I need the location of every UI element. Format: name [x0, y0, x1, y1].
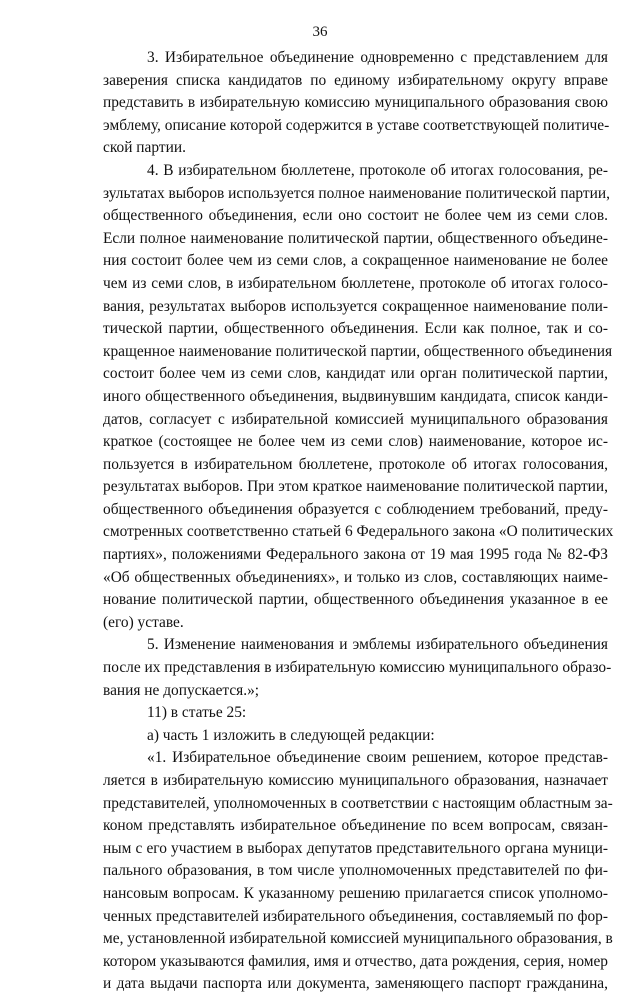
text-line: заверения списка кандидатов по единому избирательному округу вправе [103, 71, 608, 89]
text-line: представителей, уполномоченных в соответствии с настоящим областным за- [103, 794, 613, 812]
text-line: нансовым вопросам. К указанному решению прилагается список уполномо- [103, 884, 608, 902]
text-line: вания не допускается.»; [103, 681, 260, 699]
text-line: 4. В избирательном бюллетене, протоколе об итогах голосования, ре- [147, 161, 608, 179]
text-line: ния состоит более чем из семи слов, а сокращенное наименование не более [103, 252, 608, 270]
text-line: датов, согласует с избирательной комиссией муниципального образования [103, 410, 608, 428]
text-line: смотренных соответственно статьей 6 Федерального закона «О политических [103, 523, 614, 541]
text-line: состоит более чем из семи слов, кандидат или орган политической партии, [103, 365, 608, 383]
text-line: эмблему, описание которой содержится в уставе соответствующей политиче- [103, 116, 610, 134]
text-line: иного общественного объединения, выдвинувшим кандидата, список канди- [103, 387, 608, 405]
text-line: ченных представителей избирательного объединения, составляемый по фор- [103, 907, 608, 925]
text-line: нование политической партии, общественного объединения указанное в ее [103, 591, 608, 609]
text-line: кращенное наименование политической партии, общественного объединения [103, 342, 613, 360]
text-line: партиях», положениями Федерального закона от 19 мая 1995 года № 82-ФЗ [103, 546, 608, 564]
text-line: общественного объединения образуется с соблюдением требований, преду- [103, 500, 608, 518]
text-line: общественного объединения, если оно состоит не более чем из семи слов. [103, 207, 608, 225]
text-line: тической партии, общественного объединения. Если как полное, так и со- [103, 320, 608, 338]
text-line: ме, установленной избирательной комиссией муниципального образования, в [103, 930, 613, 948]
text-line: 5. Изменение наименования и эмблемы избирательного объединения [147, 636, 608, 654]
text-line: и дата выдачи паспорта или документа, заменяющего паспорт гражданина, [103, 975, 608, 993]
text-line: пального образования, в том числе уполномоченных представителей по фи- [103, 862, 608, 880]
text-line: ным с его участием в выборах депутатов представительного органа муници- [103, 839, 608, 857]
text-line: 3. Избирательное объединение одновременно с представлением для [147, 49, 608, 66]
text-line: 11) в статье 25: [147, 704, 247, 722]
text-line: Если полное наименование политической партии, общественного объедине- [103, 229, 608, 247]
text-line: результатах выборов. При этом краткое наименование политической партии, [103, 478, 608, 496]
text-line: чем из семи слов, в избирательном бюллетене, протоколе об итогах голосо- [103, 274, 608, 292]
text-line: после их представления в избирательную комиссию муниципального образо- [103, 659, 612, 677]
body-text [103, 47, 614, 996]
page-number: 36 [312, 24, 328, 40]
text-line: ляется в избирательную комиссию муниципального образования, назначает [103, 772, 608, 789]
text-line: коном представлять избирательное объединение по всем вопросам, связан- [103, 817, 608, 835]
text-line: представить в избирательную комиссию муниципального образования свою [103, 94, 608, 112]
text-line: пользуется в избирательном бюллетене, протоколе об итогах голосования, [103, 455, 608, 473]
text-line: (его) уставе. [103, 613, 184, 631]
text-line: котором указываются фамилия, имя и отчество, дата рождения, серия, номер [103, 952, 608, 970]
text-line: ской партии. [103, 139, 186, 157]
text-line: краткое (состоящее не более чем из семи слов) наименование, которое ис- [103, 433, 608, 451]
text-line: а) часть 1 изложить в следующей редакции: [147, 726, 435, 744]
text-line: зультатах выборов используется полное наименование политической партии, [103, 184, 610, 202]
text-line: «1. Избирательное объединение своим решением, которое представ- [147, 749, 608, 767]
text-line: «Об общественных объединениях», и только из слов, составляющих наиме- [103, 568, 608, 586]
text-line: вания, результатах выборов используется сокращенное наименование поли- [103, 297, 608, 315]
